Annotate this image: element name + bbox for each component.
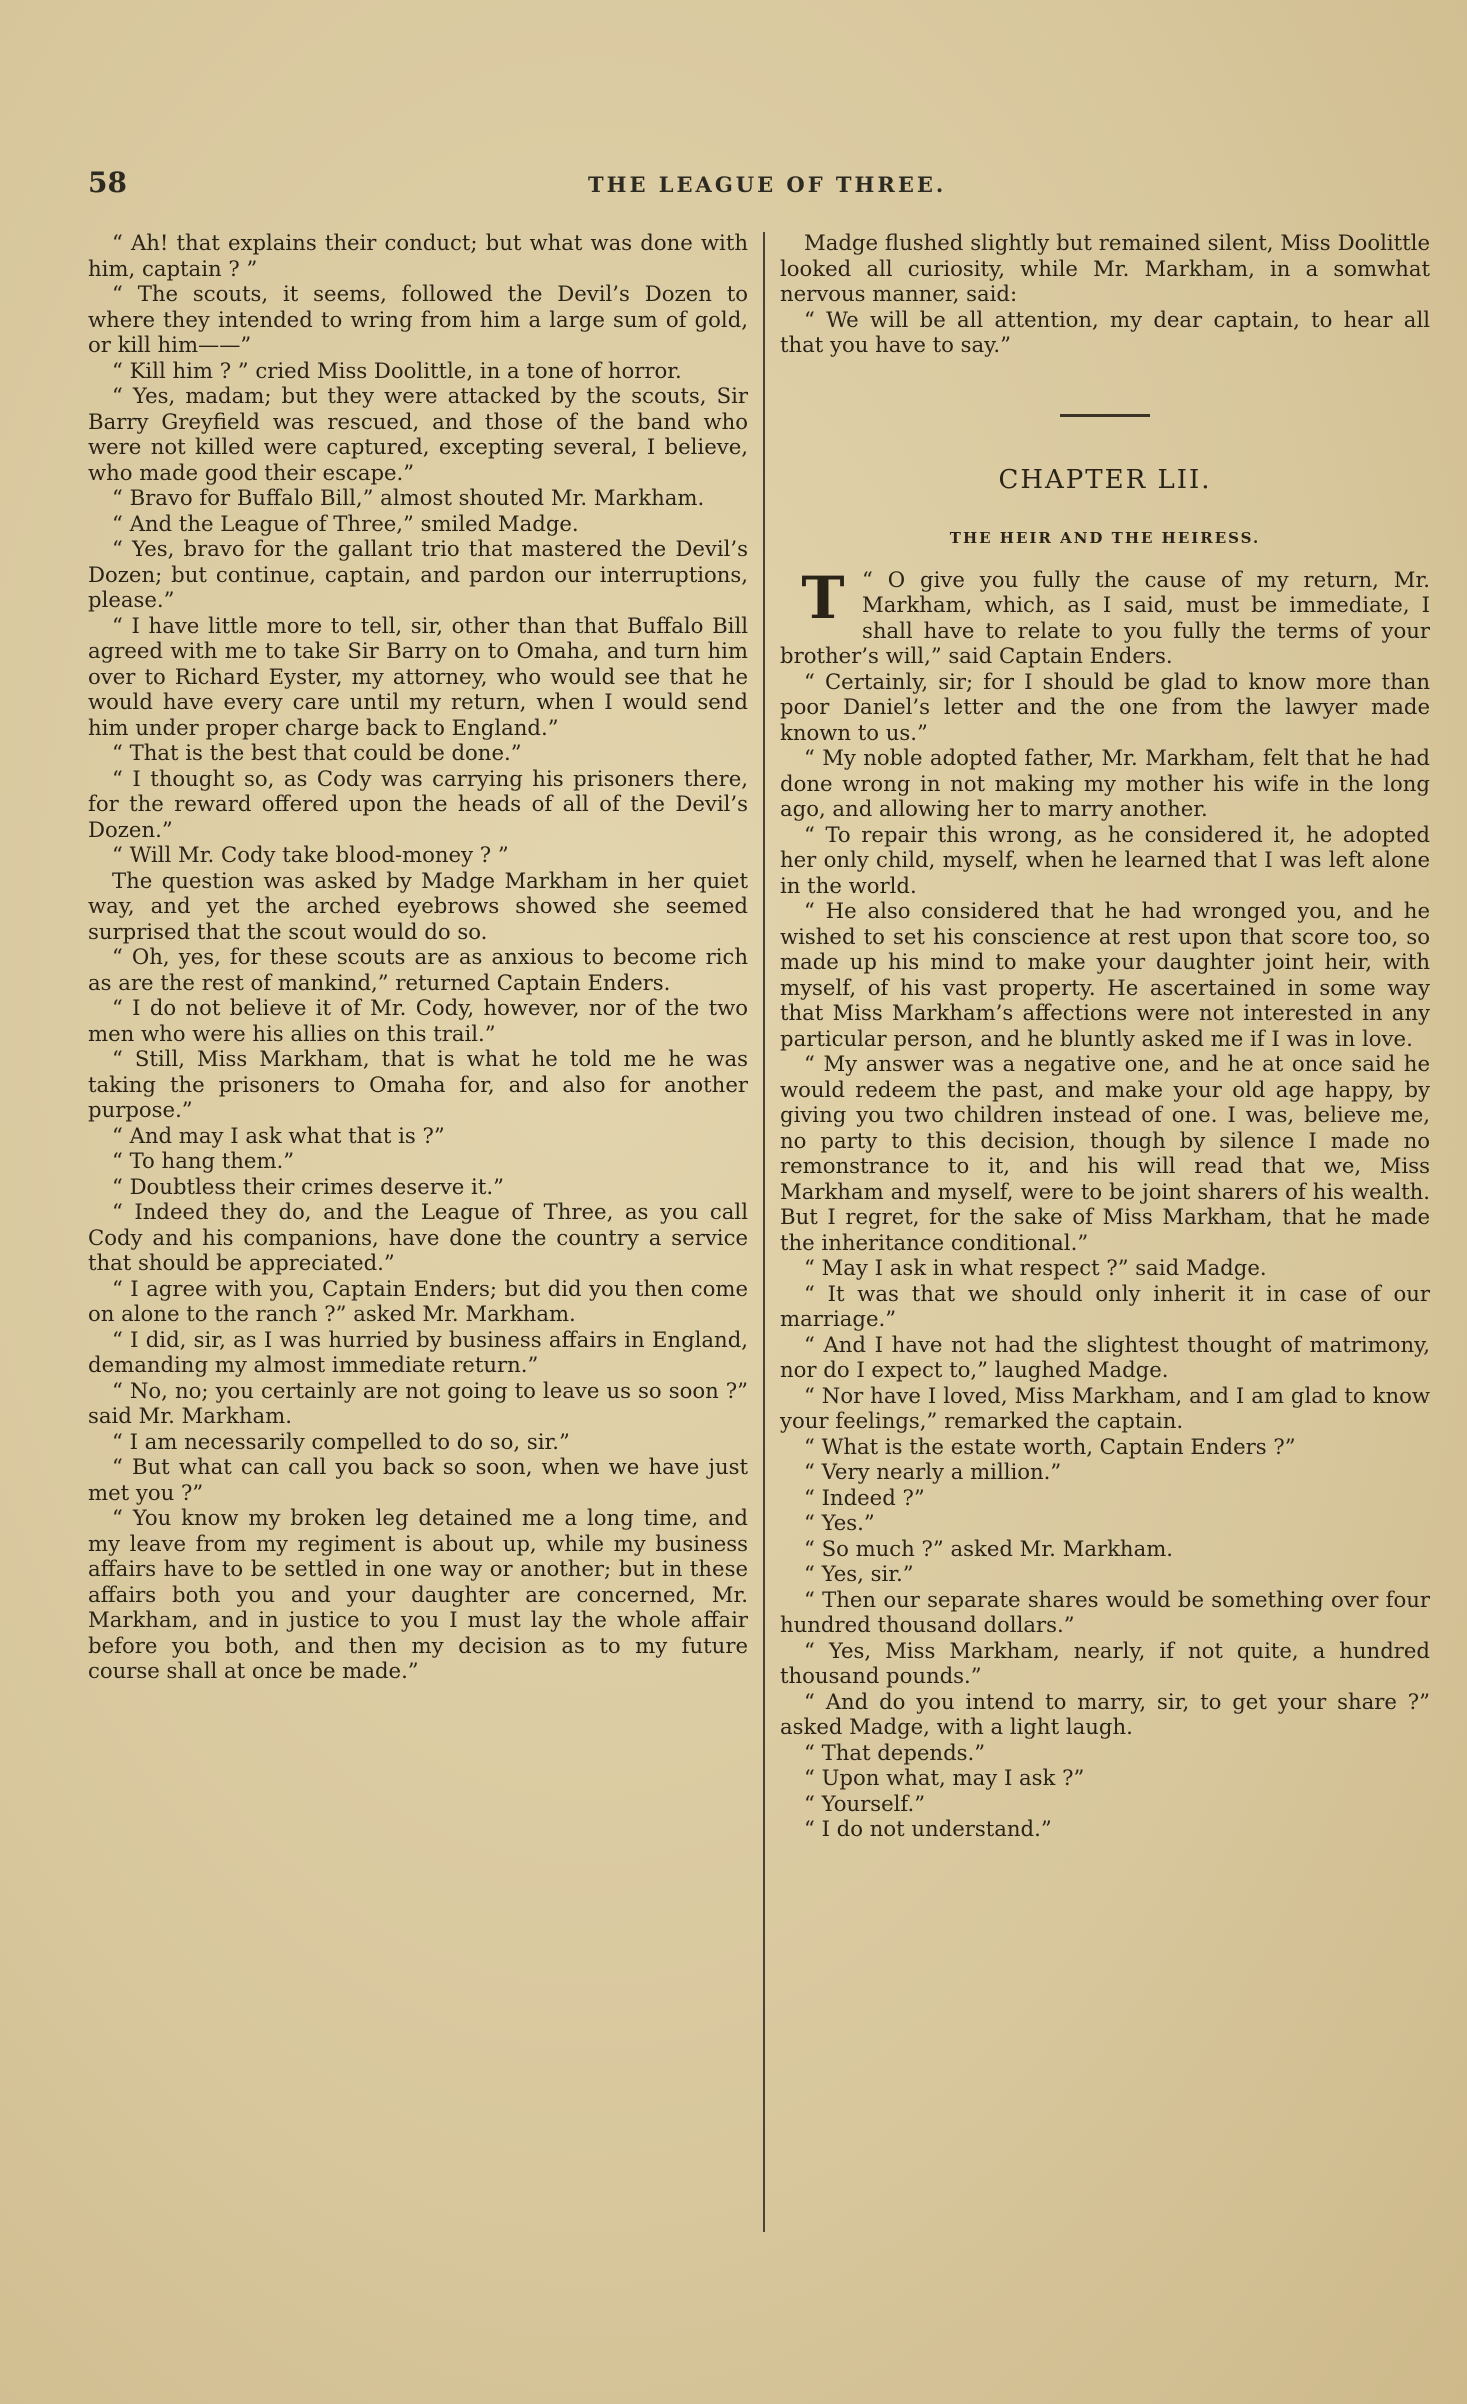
paragraph: “ And I have not had the slightest thought of matrimony, nor do I expect to,” laughed Madge. xyxy=(780,1331,1430,1382)
chapter-divider-rule xyxy=(1060,414,1150,417)
page-number: 58 xyxy=(88,166,127,199)
chapter-first-paragraph xyxy=(780,563,1430,669)
paragraph: “ I have little more to tell, sir, other than that Buffalo Bill agreed with me to take Sir Barry on to Omaha, and turn him over to Richard Eyster, my attorney, who would see that he would have every care until my return, when I would send him under proper charge back to England.” xyxy=(88,612,748,740)
paragraph: “ So much ?” asked Mr. Markham. xyxy=(804,1535,1174,1561)
right-column-intro xyxy=(780,230,1430,358)
paragraph: “ And do you intend to marry, sir, to get your share ?” asked Madge, with a light laugh. xyxy=(780,1688,1430,1739)
paragraph: “ Still, Miss Markham, that is what he told me he was taking the prisoners to Omaha for, and also for another purpose.” xyxy=(88,1046,748,1122)
paragraph: “ The scouts, it seems, followed the Devil’s Dozen to where they intended to wring from him a large sum of gold, or kill him——” xyxy=(88,281,748,357)
paragraph: The question was asked by Madge Markham in her quiet way, and yet the arched eyebrows showed she seemed surprised that the scout would do so. xyxy=(88,867,748,944)
paragraph: “ I thought so, as Cody was carrying his prisoners there, for the reward offered upon the heads of all of the Devil’s Dozen.” xyxy=(88,765,748,842)
paragraph: “ And the League of Three,” smiled Madge. xyxy=(112,510,579,536)
drop-cap: T xyxy=(801,563,845,632)
paragraph: “ We will be all attention, my dear captain, to hear all that you have to say.” xyxy=(780,306,1430,357)
paragraph: “ Yes.” xyxy=(804,1510,875,1535)
paragraph: “ I do not believe it of Mr. Cody, however, nor of the two men who were his allies on this trail.” xyxy=(88,995,748,1046)
paragraph: “ Kill him ? ” cried Miss Doolittle, in a tone of horror. xyxy=(112,357,682,383)
left-column xyxy=(88,230,748,1684)
paragraph: “ Will Mr. Cody take blood-money ? ” xyxy=(112,842,509,867)
paragraph: “ Indeed ?” xyxy=(804,1484,925,1510)
paragraph: “ Certainly, sir; for I should be glad to know more than poor Daniel’s letter and the one from the lawyer made known to us.” xyxy=(780,668,1430,745)
paragraph: “ I agree with you, Captain Enders; but did you then come on alone to the ranch ?” asked Mr. Markham. xyxy=(88,1275,748,1326)
first-paragraph-text: “ O give you fully the cause of my return, Mr. Markham, which, as I said, must be immediate, I shall have to relate to you fully the terms of your brother’s will,” said Captain Enders. xyxy=(780,566,1430,668)
paragraph: “ I am necessarily compelled to do so, sir.” xyxy=(112,1428,570,1454)
paragraph: “ Yes, sir.” xyxy=(804,1561,914,1586)
paragraph: “ Indeed they do, and the League of Three, as you call Cody and his companions, have done the country a service that should be appreciated.” xyxy=(88,1199,748,1275)
chapter-subtitle: THE HEIR AND THE HEIRESS. xyxy=(949,528,1261,547)
paragraph: “ My answer was a negative one, and he at once said he would redeem the past, and make your old age happy, by giving you two children instead of one. I was, believe me, no party to this decision, though by silence I made no remonstrance to it, and his will read that we, Miss Markham and myself, were to be joint sharers of his wealth. But I regret, for the sake of Miss Markham, that he made the inheritance conditional.” xyxy=(780,1051,1430,1255)
paragraph: “ I did, sir, as I was hurried by business affairs in England, demanding my almost immediate return.” xyxy=(88,1326,748,1377)
paragraph: “ Yes, madam; but they were attacked by the scouts, Sir Barry Greyfield was rescued, and those of the band who were not killed were captured, excepting several, I believe, who made good their escape.” xyxy=(88,383,748,485)
paragraph: “ My noble adopted father, Mr. Markham, felt that he had done wrong in not making my mother his wife in the long ago, and allowing her to marry another. xyxy=(780,745,1430,821)
paragraph: “ Very nearly a million.” xyxy=(804,1459,1062,1484)
paragraph: “ Yes, Miss Markham, nearly, if not quite, a hundred thousand pounds.” xyxy=(780,1637,1430,1688)
column-divider xyxy=(763,232,765,2232)
paragraph: Madge flushed slightly but remained silent, Miss Doolittle looked all curiosity, while Mr. Markham, in a somwhat nervous manner, said: xyxy=(780,230,1430,306)
paragraph: “ That depends.” xyxy=(804,1739,986,1765)
paragraph: “ No, no; you certainly are not going to leave us so soon ?” said Mr. Markham. xyxy=(88,1377,748,1428)
paragraph: “ But what can call you back so soon, when we have just met you ?” xyxy=(88,1454,748,1505)
paragraph: “ Yourself.” xyxy=(804,1790,926,1816)
paragraph: “ That is the best that could be done.” xyxy=(112,740,522,765)
paragraph: “ Ah! that explains their conduct; but what was done with him, captain ? ” xyxy=(88,230,748,281)
paragraph: “ May I ask in what respect ?” said Madge. xyxy=(804,1255,1267,1280)
paragraph: “ Then our separate shares would be something over four hundred thousand dollars.” xyxy=(780,1586,1430,1637)
paragraph: “ Nor have I loved, Miss Markham, and I am glad to know your feelings,” remarked the captain. xyxy=(780,1382,1430,1433)
right-column xyxy=(780,230,1430,1842)
page-header xyxy=(88,166,1388,206)
running-title: THE LEAGUE OF THREE. xyxy=(588,172,947,197)
paragraph: “ I do not understand.” xyxy=(804,1816,1052,1841)
paragraph: “ Bravo for Buffalo Bill,” almost shouted Mr. Markham. xyxy=(112,485,705,510)
paragraph: “ And may I ask what that is ?” xyxy=(112,1122,445,1148)
paragraph: “ Yes, bravo for the gallant trio that mastered the Devil’s Dozen; but continue, captain, and pardon our interruptions, please.” xyxy=(88,536,748,612)
paragraph: “ He also considered that he had wronged you, and he wished to set his conscience at rest upon that score too, so made up his mind to make your daughter joint heir, with myself, of his vast property. He ascertained in some way that Miss Markham’s affections were not interested in any particular person, and he bluntly asked me if I was in love. xyxy=(780,898,1430,1051)
paragraph: “ Upon what, may I ask ?” xyxy=(804,1765,1085,1790)
paragraph: “ Doubtless their crimes deserve it.” xyxy=(112,1173,504,1199)
paragraph: “ What is the estate worth, Captain Enders ?” xyxy=(804,1433,1296,1459)
chapter-title: CHAPTER LII. xyxy=(998,464,1212,495)
paragraph: “ Oh, yes, for these scouts are as anxious to become rich as are the rest of mankind,” returned Captain Enders. xyxy=(88,944,748,995)
paragraph: “ You know my broken leg detained me a long time, and my leave from my regiment is about up, while my business affairs have to be settled in one way or another; but in these affairs both you and your daughter are concerned, Mr. Markham, and in justice to you I must lay the whole affair before you both, and then my decision as to my future course shall at once be made.” xyxy=(88,1505,748,1683)
paragraph: “ To repair this wrong, as he considered it, he adopted her only child, myself, when he learned that I was left alone in the world. xyxy=(780,821,1430,898)
paragraph: “ It was that we should only inherit it in case of our marriage.” xyxy=(780,1280,1430,1331)
right-column-body xyxy=(780,669,1430,1842)
paragraph: “ To hang them.” xyxy=(112,1148,295,1173)
